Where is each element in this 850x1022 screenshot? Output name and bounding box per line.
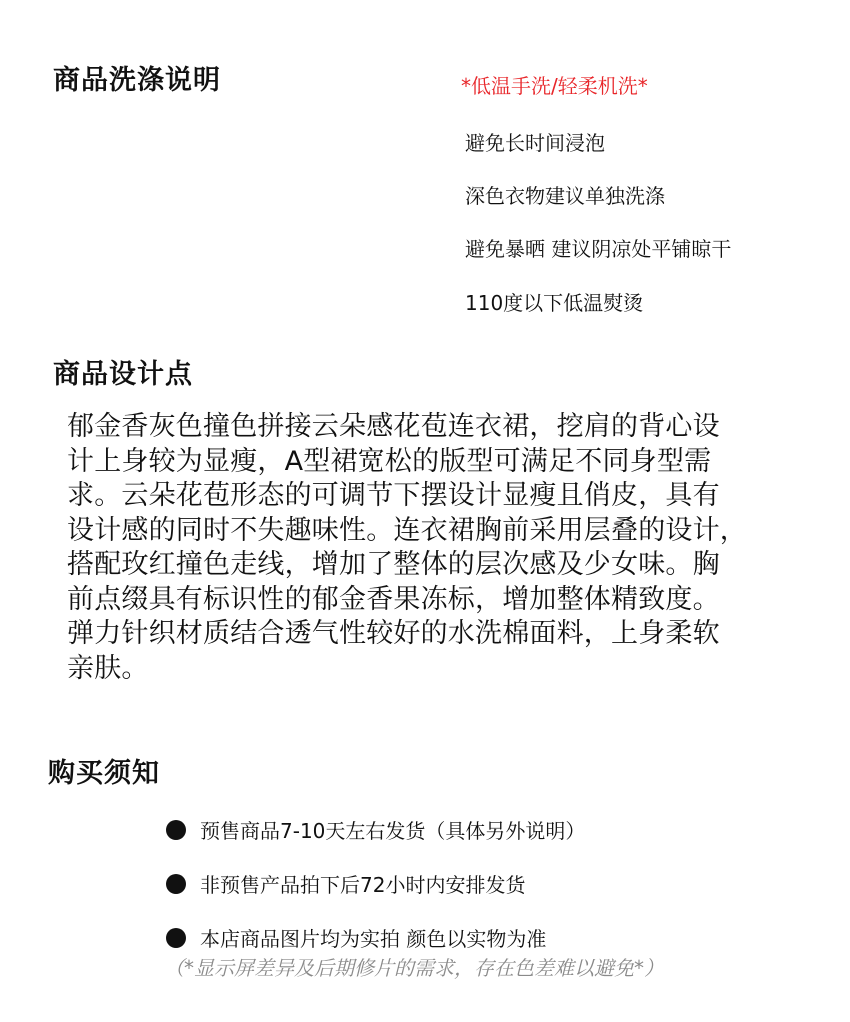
design-line: 亲肤。 xyxy=(67,652,149,684)
design-line: 郁金香灰色撞色拼接云朵感花苞连衣裙，挖肩的背心设 xyxy=(67,411,720,442)
bullet-icon xyxy=(166,928,186,948)
wash-item: 110度以下低温熨烫 xyxy=(465,291,644,315)
design-section-title: 商品设计点 xyxy=(53,359,193,390)
notice-item-text: 本店商品图片均为实拍 颜色以实物为准 xyxy=(200,927,547,951)
notice-item-text: 预售商品7-10天左右发货（具体另外说明） xyxy=(200,819,586,843)
wash-item: 避免长时间浸泡 xyxy=(465,131,605,155)
notice-section-title: 购买须知 xyxy=(48,758,160,789)
wash-item: 避免暴晒 建议阴凉处平铺晾干 xyxy=(465,237,732,261)
design-line: 搭配玫红撞色走线，增加了整体的层次感及少女味。胸 xyxy=(67,549,720,580)
design-line: 计上身较为显瘦，A型裙宽松的版型可满足不同身型需 xyxy=(67,445,712,477)
bullet-icon xyxy=(166,874,186,894)
wash-highlight-text: *低温手洗/轻柔机洗* xyxy=(461,74,648,98)
bullet-icon xyxy=(166,820,186,840)
notice-item-text: 非预售产品拍下后72小时内安排发货 xyxy=(200,873,526,897)
wash-item: 深色衣物建议单独洗涤 xyxy=(465,184,665,208)
design-line: 弹力针织材质结合透气性较好的水洗棉面料，上身柔软 xyxy=(67,618,720,649)
notice-item xyxy=(166,815,585,844)
design-line: 前点缀具有标识性的郁金香果冻标，增加整体精致度。 xyxy=(67,583,720,615)
notice-item xyxy=(166,869,525,898)
notice-note: （*显示屏差异及后期修片的需求，存在色差难以避免*） xyxy=(164,956,664,980)
design-line: 设计感的同时不失趣味性。连衣裙胸前采用层叠的设计， xyxy=(67,514,747,546)
design-line: 求。云朵花苞形态的可调节下摆设计显瘦且俏皮，具有 xyxy=(67,480,720,511)
notice-item xyxy=(166,923,546,952)
design-description xyxy=(67,410,812,686)
wash-section-title: 商品洗涤说明 xyxy=(53,65,221,96)
